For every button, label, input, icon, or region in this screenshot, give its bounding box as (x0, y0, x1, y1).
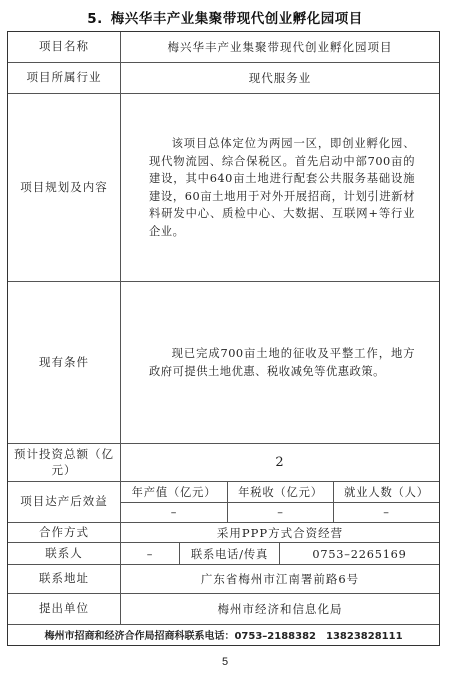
label-conditions: 现有条件 (8, 282, 121, 443)
label-investment: 预计投资总额（亿元） (8, 444, 121, 481)
label-phone-fax: 联系电话/传真 (179, 543, 279, 565)
value-tax-revenue: – (227, 502, 333, 523)
project-table (7, 31, 440, 646)
value-unit: 梅州市经济和信息化局 (217, 602, 343, 616)
value-cooperation: 采用PPP方式合资经营 (216, 525, 344, 540)
value-plan: 该项目总体定位为两园一区，即创业孵化园、现代物流园、综合保税区。首先启动中部700亩的建设，其中640亩土地进行配套公共服务基础设施建设，60亩土地用于对外开展招商，计划引进新材料研发中心、质检中心、大数据、互联网+等行业企业。 (149, 137, 415, 238)
page-title (0, 7, 450, 27)
value-conditions: 现已完成700亩土地的征收及平整工作，地方政府可提供土地优惠、税收减免等优惠政策。 (149, 347, 415, 378)
value-employment: – (333, 502, 439, 523)
page-number: 5 (221, 656, 229, 668)
label-project-name: 项目名称 (8, 32, 121, 62)
row-cooperation (8, 523, 439, 543)
row-address (8, 565, 439, 594)
row-investment (8, 444, 439, 482)
label-cooperation: 合作方式 (8, 523, 121, 542)
row-contact (8, 543, 439, 565)
value-phone-fax: 0753–2265169 (279, 543, 439, 565)
label-plan: 项目规划及内容 (8, 94, 121, 281)
row-industry (8, 63, 439, 94)
row-conditions (8, 282, 439, 444)
row-benefits (8, 482, 439, 523)
value-output-value: – (170, 506, 178, 519)
value-project-name: 梅兴华丰产业集聚带现代创业孵化园项目 (167, 40, 393, 54)
header-output-value: 年产值（亿元） (131, 486, 217, 499)
header-tax-revenue: 年税收（亿元） (227, 482, 333, 502)
label-industry: 项目所属行业 (8, 63, 121, 93)
value-investment: 2 (275, 455, 285, 470)
row-plan (8, 94, 439, 282)
value-contact-person: – (146, 547, 154, 561)
label-benefits: 项目达产后效益 (8, 482, 121, 522)
footer-contact: 梅州市招商和经济合作局招商科联系电话：0753–2188382 13823828111 (44, 630, 403, 642)
section-title: 梅兴华丰产业集聚带现代创业孵化园项目 (110, 11, 363, 27)
label-contact: 联系人 (8, 543, 121, 564)
row-unit (8, 594, 439, 625)
value-industry: 现代服务业 (248, 71, 312, 85)
row-project-name (8, 32, 439, 63)
section-number: 5. (87, 11, 103, 27)
header-employment: 就业人数（人） (333, 482, 439, 502)
label-unit: 提出单位 (8, 594, 121, 624)
value-address: 广东省梅州市江南署前路6号 (200, 572, 360, 586)
label-address: 联系地址 (8, 565, 121, 593)
